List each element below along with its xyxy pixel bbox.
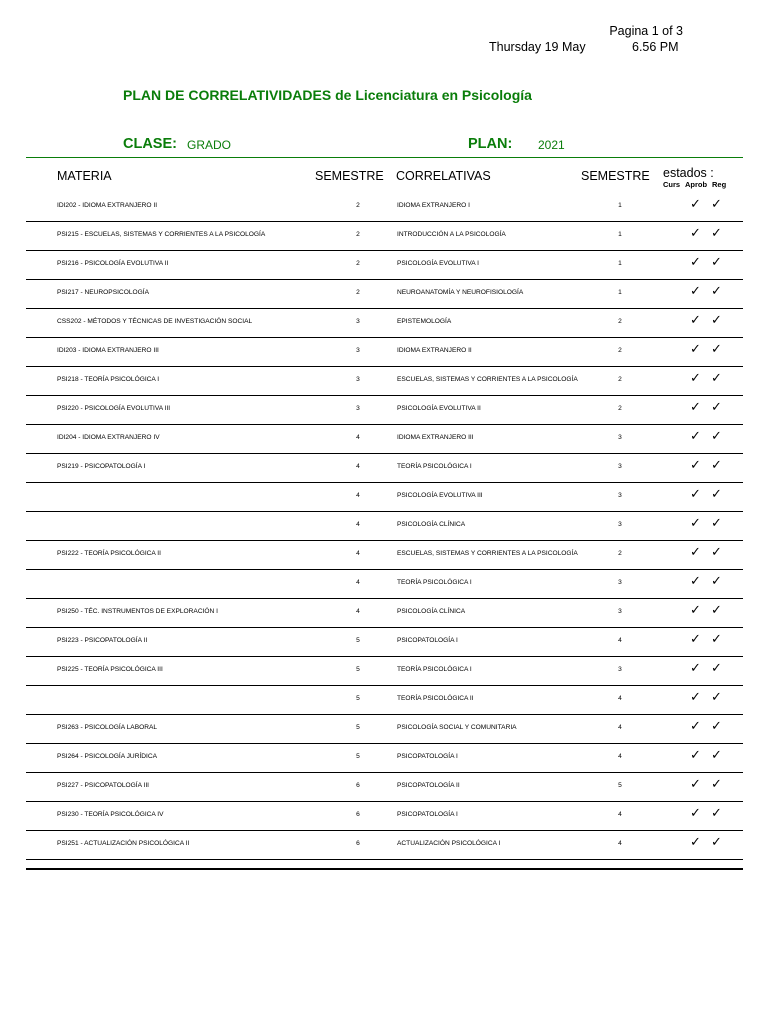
checkmark-icon: ✓ (690, 544, 701, 559)
checkmark-icon: ✓ (711, 718, 722, 733)
materia-cell: PSI222 - TEORÍA PSICOLÓGICA II (57, 550, 161, 557)
semestre-cell: 2 (356, 202, 360, 209)
materia-cell: PSI264 - PSICOLOGÍA JURÍDICA (57, 753, 158, 760)
semestre-correlativa-cell: 1 (618, 260, 622, 267)
semestre-correlativa-cell: 4 (618, 637, 622, 644)
semestre-cell: 3 (356, 376, 360, 383)
materia-cell: PSI251 - ACTUALIZACIÓN PSICOLÓGICA II (57, 840, 190, 847)
materia-cell: IDI202 - IDIOMA EXTRANJERO II (57, 202, 158, 209)
checkmark-icon: ✓ (711, 515, 722, 530)
checkmark-icon: ✓ (711, 283, 722, 298)
checkmark-icon: ✓ (711, 399, 722, 414)
materia-cell: PSI215 - ESCUELAS, SISTEMAS Y CORRIENTES A LA PSICOLOGÍA (57, 231, 266, 238)
checkmark-icon: ✓ (690, 747, 701, 762)
checkmark-icon: ✓ (711, 602, 722, 617)
semestre-cell: 2 (356, 260, 360, 267)
checkmark-icon: ✓ (690, 457, 701, 472)
semestre-correlativa-cell: 2 (618, 405, 622, 412)
table-row (26, 772, 743, 802)
table-row (26, 598, 743, 628)
correlativa-cell: PSICOPATOLOGÍA I (397, 811, 458, 818)
table-row (26, 830, 743, 860)
semestre-cell: 5 (356, 695, 360, 702)
table-row (26, 714, 743, 744)
column-header-materia: MATERIA (57, 169, 112, 183)
checkmark-icon: ✓ (690, 341, 701, 356)
checkmark-icon: ✓ (690, 718, 701, 733)
materia-cell: PSI223 - PSICOPATOLOGÍA II (57, 637, 148, 644)
table-row (26, 308, 743, 338)
materia-cell: IDI203 - IDIOMA EXTRANJERO III (57, 347, 159, 354)
materia-cell: PSI220 - PSICOLOGÍA EVOLUTIVA III (57, 405, 171, 412)
table-row (26, 337, 743, 367)
semestre-cell: 5 (356, 753, 360, 760)
checkmark-icon: ✓ (690, 689, 701, 704)
green-divider (26, 157, 743, 158)
semestre-correlativa-cell: 2 (618, 318, 622, 325)
semestre-correlativa-cell: 3 (618, 608, 622, 615)
semestre-cell: 4 (356, 608, 360, 615)
page-number: Pagina 1 of 3 (609, 24, 683, 38)
correlativa-cell: PSICOLOGÍA CLÍNICA (397, 521, 466, 528)
semestre-correlativa-cell: 1 (618, 231, 622, 238)
correlativa-cell: IDIOMA EXTRANJERO III (397, 434, 474, 441)
semestre-correlativa-cell: 3 (618, 521, 622, 528)
checkmark-icon: ✓ (690, 196, 701, 211)
checkmark-icon: ✓ (711, 747, 722, 762)
table-row (26, 395, 743, 425)
column-header-curs: Curs (663, 180, 681, 189)
table-row (26, 627, 743, 657)
table-row (26, 743, 743, 773)
materia-cell: PSI219 - PSICOPATOLOGÍA I (57, 463, 146, 470)
correlativa-cell: EPISTEMOLOGÍA (397, 318, 452, 325)
correlativa-cell: PSICOLOGÍA CLÍNICA (397, 608, 466, 615)
semestre-cell: 3 (356, 347, 360, 354)
table-bottom-rule (26, 868, 743, 870)
semestre-correlativa-cell: 4 (618, 840, 622, 847)
column-header-estados: estados : (663, 166, 714, 180)
checkmark-icon: ✓ (711, 660, 722, 675)
checkmark-icon: ✓ (690, 631, 701, 646)
materia-cell: PSI217 - NEUROPSICOLOGÍA (57, 289, 149, 296)
correlativa-cell: TEORÍA PSICOLÓGICA I (397, 463, 472, 470)
checkmark-icon: ✓ (690, 776, 701, 791)
semestre-correlativa-cell: 1 (618, 202, 622, 209)
semestre-cell: 6 (356, 811, 360, 818)
report-date: Thursday 19 May (489, 40, 586, 54)
checkmark-icon: ✓ (690, 805, 701, 820)
checkmark-icon: ✓ (690, 573, 701, 588)
correlativa-cell: ACTUALIZACIÓN PSICOLÓGICA I (397, 840, 501, 847)
table-row (26, 279, 743, 309)
semestre-correlativa-cell: 3 (618, 579, 622, 586)
correlativa-cell: NEUROANATOMÍA Y NEUROFISIOLOGÍA (397, 289, 524, 296)
semestre-correlativa-cell: 3 (618, 666, 622, 673)
correlativa-cell: ESCUELAS, SISTEMAS Y CORRIENTES A LA PSICOLOGÍA (397, 550, 578, 557)
column-header-correlativas: CORRELATIVAS (396, 169, 491, 183)
table-row (26, 366, 743, 396)
checkmark-icon: ✓ (711, 689, 722, 704)
materia-cell: IDI204 - IDIOMA EXTRANJERO IV (57, 434, 160, 441)
checkmark-icon: ✓ (690, 254, 701, 269)
semestre-cell: 6 (356, 782, 360, 789)
table-row (26, 424, 743, 454)
report-time: 6.56 PM (632, 40, 679, 54)
checkmark-icon: ✓ (690, 225, 701, 240)
column-header-semestre-correlativa: SEMESTRE (581, 169, 650, 183)
correlativa-cell: PSICOLOGÍA EVOLUTIVA III (397, 492, 483, 499)
table-row (26, 453, 743, 483)
program-name: Licenciatura en Psicología (355, 87, 532, 103)
table-row (26, 656, 743, 686)
checkmark-icon: ✓ (690, 399, 701, 414)
checkmark-icon: ✓ (690, 515, 701, 530)
title-prefix: PLAN DE CORRELATIVIDADES de (123, 87, 352, 103)
checkmark-icon: ✓ (690, 428, 701, 443)
semestre-cell: 4 (356, 434, 360, 441)
materia-cell: PSI225 - TEORÍA PSICOLÓGICA III (57, 666, 163, 673)
clase-label: CLASE: (123, 136, 177, 152)
checkmark-icon: ✓ (711, 805, 722, 820)
correlativa-cell: IDIOMA EXTRANJERO II (397, 347, 472, 354)
semestre-cell: 3 (356, 318, 360, 325)
checkmark-icon: ✓ (711, 370, 722, 385)
semestre-cell: 2 (356, 289, 360, 296)
checkmark-icon: ✓ (711, 544, 722, 559)
materia-cell: PSI227 - PSICOPATOLOGÍA III (57, 782, 149, 789)
semestre-correlativa-cell: 2 (618, 347, 622, 354)
checkmark-icon: ✓ (690, 283, 701, 298)
document-title (123, 87, 532, 103)
materia-cell: PSI218 - TEORÍA PSICOLÓGICA I (57, 376, 160, 383)
checkmark-icon: ✓ (711, 573, 722, 588)
table-row (26, 221, 743, 251)
semestre-correlativa-cell: 2 (618, 376, 622, 383)
column-header-semestre: SEMESTRE (315, 169, 384, 183)
correlativa-cell: INTRODUCCIÓN A LA PSICOLOGÍA (397, 231, 506, 238)
correlativa-cell: IDIOMA EXTRANJERO I (397, 202, 470, 209)
checkmark-icon: ✓ (711, 428, 722, 443)
correlativa-cell: PSICOLOGÍA EVOLUTIVA I (397, 260, 479, 267)
correlativa-cell: ESCUELAS, SISTEMAS Y CORRIENTES A LA PSICOLOGÍA (397, 376, 578, 383)
semestre-correlativa-cell: 3 (618, 492, 622, 499)
checkmark-icon: ✓ (690, 312, 701, 327)
table-row (26, 250, 743, 280)
table-row (26, 801, 743, 831)
checkmark-icon: ✓ (690, 834, 701, 849)
semestre-cell: 4 (356, 550, 360, 557)
checkmark-icon: ✓ (690, 660, 701, 675)
checkmark-icon: ✓ (711, 834, 722, 849)
plan-label: PLAN: (468, 136, 513, 152)
checkmark-icon: ✓ (711, 196, 722, 211)
clase-value: GRADO (187, 138, 232, 152)
checkmark-icon: ✓ (711, 254, 722, 269)
semestre-correlativa-cell: 3 (618, 434, 622, 441)
table-row (26, 511, 743, 541)
table-row (26, 192, 743, 222)
correlativa-cell: PSICOPATOLOGÍA II (397, 782, 460, 789)
table-row (26, 540, 743, 570)
correlativa-cell: TEORÍA PSICOLÓGICA II (397, 695, 474, 702)
semestre-correlativa-cell: 4 (618, 724, 622, 731)
semestre-cell: 4 (356, 579, 360, 586)
semestre-cell: 4 (356, 521, 360, 528)
correlativa-cell: TEORÍA PSICOLÓGICA I (397, 579, 472, 586)
correlativa-cell: PSICOPATOLOGÍA I (397, 753, 458, 760)
semestre-correlativa-cell: 1 (618, 289, 622, 296)
plan-value: 2021 (538, 138, 565, 152)
semestre-correlativa-cell: 2 (618, 550, 622, 557)
table-row (26, 685, 743, 715)
column-header-aprob: Aprob (685, 180, 708, 189)
materia-cell: PSI250 - TÉC. INSTRUMENTOS DE EXPLORACIÓN I (57, 608, 218, 615)
semestre-cell: 3 (356, 405, 360, 412)
table-row (26, 569, 743, 599)
column-header-reg: Reg (712, 180, 727, 189)
checkmark-icon: ✓ (711, 457, 722, 472)
checkmark-icon: ✓ (711, 312, 722, 327)
semestre-cell: 4 (356, 463, 360, 470)
semestre-correlativa-cell: 4 (618, 753, 622, 760)
semestre-cell: 2 (356, 231, 360, 238)
materia-cell: PSI263 - PSICOLOGÍA LABORAL (57, 724, 158, 731)
semestre-cell: 5 (356, 724, 360, 731)
checkmark-icon: ✓ (711, 486, 722, 501)
semestre-cell: 6 (356, 840, 360, 847)
semestre-correlativa-cell: 5 (618, 782, 622, 789)
checkmark-icon: ✓ (711, 225, 722, 240)
materia-cell: CSS202 - MÉTODOS Y TÉCNICAS DE INVESTIGACIÓN SOCIAL (57, 318, 253, 325)
semestre-cell: 4 (356, 492, 360, 499)
checkmark-icon: ✓ (711, 631, 722, 646)
correlativa-cell: TEORÍA PSICOLÓGICA I (397, 666, 472, 673)
materia-cell: PSI216 - PSICOLOGÍA EVOLUTIVA II (57, 260, 169, 267)
semestre-correlativa-cell: 4 (618, 811, 622, 818)
semestre-cell: 5 (356, 666, 360, 673)
materia-cell: PSI230 - TEORÍA PSICOLÓGICA IV (57, 811, 164, 818)
correlativa-cell: PSICOPATOLOGÍA I (397, 637, 458, 644)
checkmark-icon: ✓ (711, 776, 722, 791)
semestre-correlativa-cell: 4 (618, 695, 622, 702)
correlativa-cell: PSICOLOGÍA SOCIAL Y COMUNITARIA (397, 724, 517, 731)
semestre-cell: 5 (356, 637, 360, 644)
checkmark-icon: ✓ (690, 370, 701, 385)
semestre-correlativa-cell: 3 (618, 463, 622, 470)
table-row (26, 482, 743, 512)
checkmark-icon: ✓ (690, 602, 701, 617)
correlativa-cell: PSICOLOGÍA EVOLUTIVA II (397, 405, 481, 412)
checkmark-icon: ✓ (711, 341, 722, 356)
checkmark-icon: ✓ (690, 486, 701, 501)
